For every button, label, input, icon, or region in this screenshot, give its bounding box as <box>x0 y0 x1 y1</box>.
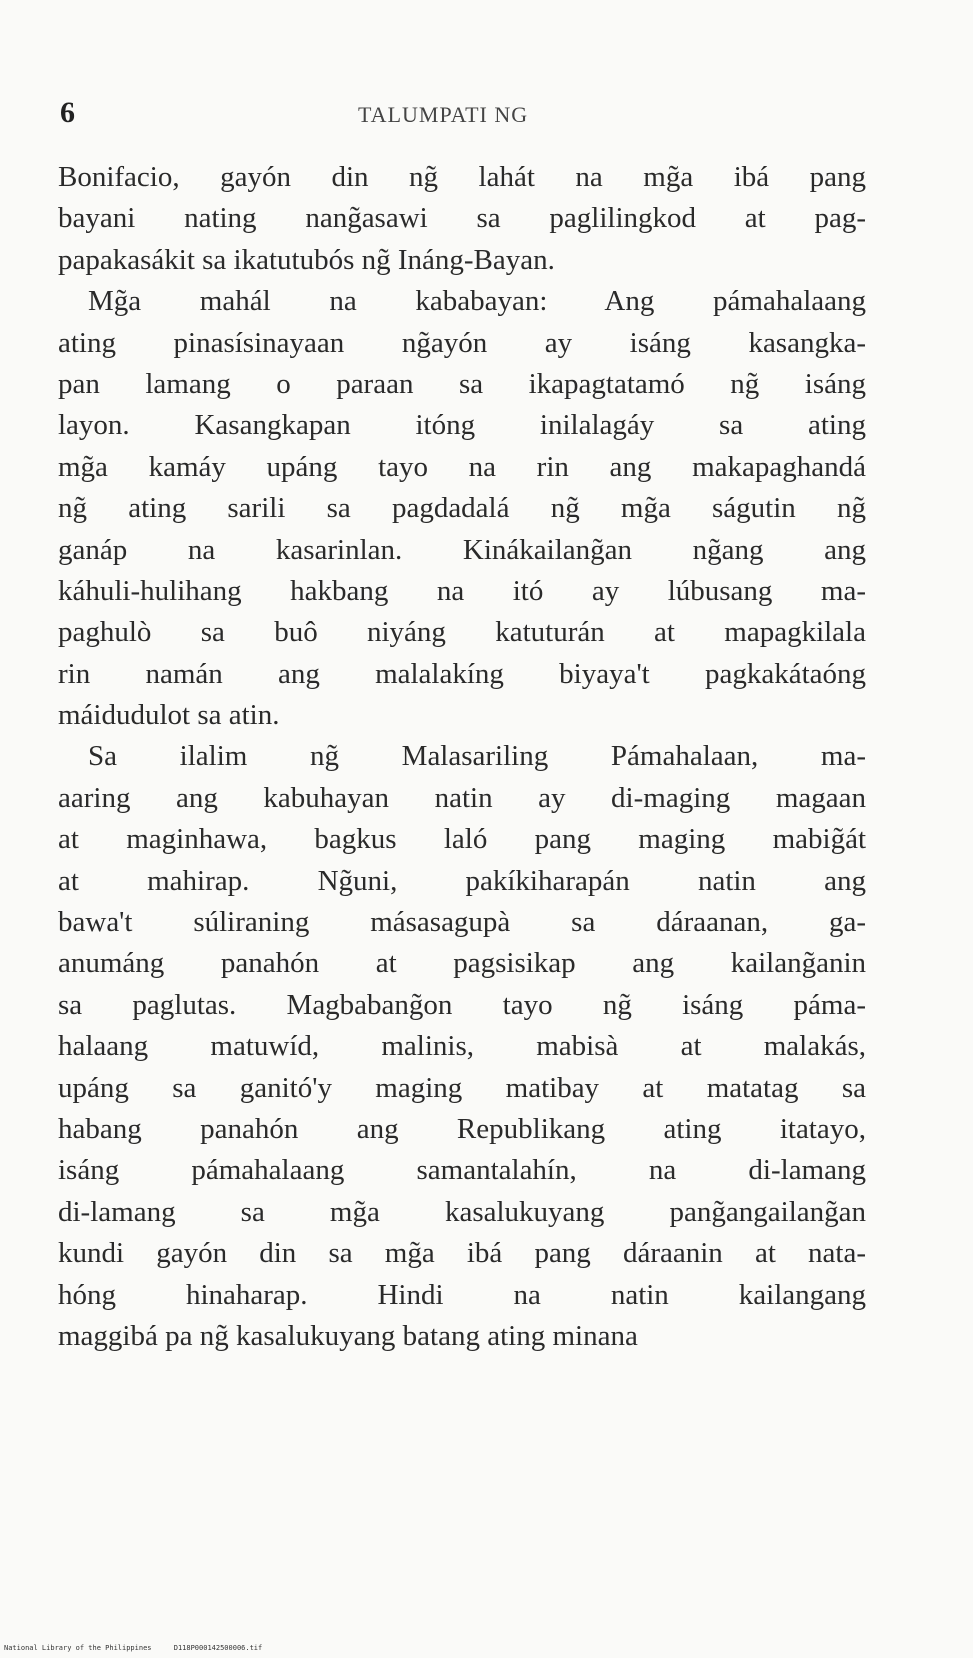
text-line: at maginhawa, bagkus laló pang maging mabig̃át <box>58 823 866 856</box>
text-line: bayani nating nang̃asawi sa paglilingkod at pag- <box>58 202 866 235</box>
scan-footer <box>4 1644 262 1652</box>
text-line: habang panahón ang Republikang ating itatayo, <box>58 1112 866 1145</box>
text-line: káhuli-hulihang hakbang na itó ay lúbusang ma- <box>58 574 866 607</box>
body-text <box>58 157 866 1357</box>
text-line: hóng hinaharap. Hindi na natin kailangang <box>58 1278 866 1311</box>
text-line: Mg̃a mahál na kababayan: Ang pámahalaang <box>88 285 866 318</box>
text-line: aaring ang kabuhayan natin ay di-maging magaan <box>58 781 866 814</box>
text-line: di-lamang sa mg̃a kasalukuyang pang̃angailang̃an <box>58 1195 866 1228</box>
text-line: mg̃a kamáy upáng tayo na rin ang makapaghandá <box>58 450 866 483</box>
text-line: pan lamang o paraan sa ikapagtatamó ng̃ isáng <box>58 367 866 400</box>
footer-source: National Library of the Philippines <box>4 1644 152 1652</box>
text-line: ating pinasísinayaan ng̃ayón ay isáng kasangka- <box>58 326 866 359</box>
text-line: anumáng panahón at pagsisikap ang kailang̃anin <box>58 947 866 980</box>
text-line: paghulò sa buô niyáng katuturán at mapagkilala <box>58 616 866 649</box>
text-line: rin namán ang malalakíng biyaya't pagkakátaóng <box>58 657 866 690</box>
page-number: 6 <box>60 96 75 129</box>
text-line: ganáp na kasarinlan. Kinákailang̃an ng̃ang ang <box>58 533 866 566</box>
page-header <box>60 96 860 136</box>
running-head: TALUMPATI NG <box>358 102 529 127</box>
text-line: bawa't súliraning másasagupà sa dáraanan, ga- <box>58 906 866 939</box>
text-line: kundi gayón din sa mg̃a ibá pang dáraanin at nata- <box>58 1237 866 1270</box>
text-line: at mahirap. Ng̃uni, pakíkiharapán natin ang <box>58 864 866 897</box>
text-line: upáng sa ganitó'y maging matibay at matatag sa <box>58 1071 866 1104</box>
text-line: layon. Kasangkapan itóng inilalagáy sa ating <box>58 409 866 442</box>
text-line: halaang matuwíd, malinis, mabisà at malakás, <box>58 1030 866 1063</box>
text-line: máidudulot sa atin. <box>58 699 280 732</box>
text-line: Sa ilalim ng̃ Malasariling Pámahalaan, ma- <box>88 740 866 773</box>
text-line: ng̃ ating sarili sa pagdadalá ng̃ mg̃a ságutin ng̃ <box>58 492 866 525</box>
footer-file-id: D118P000142500006.tif <box>173 1644 263 1652</box>
text-line: sa paglutas. Magbabang̃on tayo ng̃ isáng páma- <box>58 988 866 1021</box>
text-line: Bonifacio, gayón din ng̃ lahát na mg̃a ibá pang <box>58 161 866 193</box>
text-line: maggibá pa ng̃ kasalukuyang batang ating minana <box>58 1319 638 1352</box>
text-line: papakasákit sa ikatutubós ng̃ Ináng-Bayan. <box>58 243 555 276</box>
text-line: isáng pámahalaang samantalahín, na di-lamang <box>58 1154 866 1187</box>
